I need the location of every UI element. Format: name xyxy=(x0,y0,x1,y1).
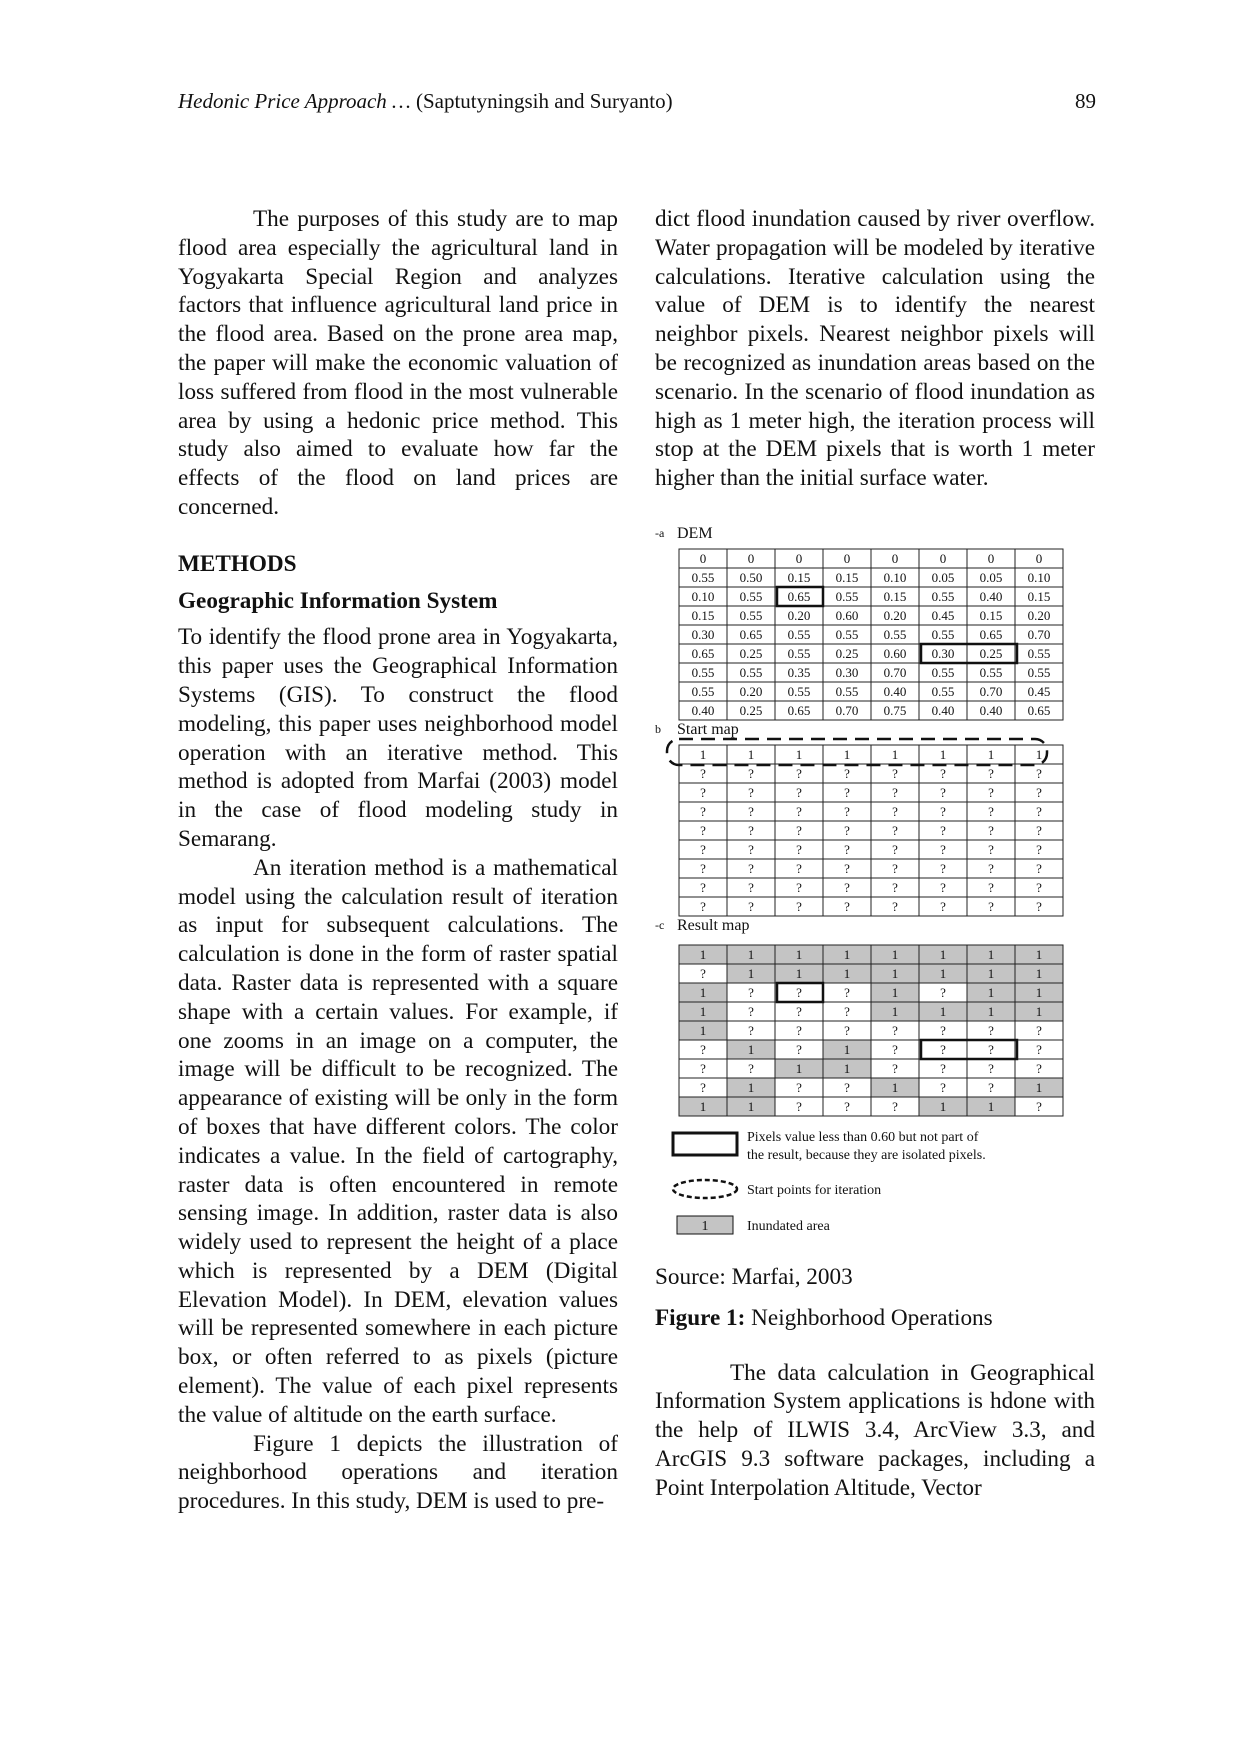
legend-isolated-line2: the result, because they are isolated pixels. xyxy=(747,1147,986,1163)
dem-cell-value: 0.35 xyxy=(787,664,811,680)
start-map-cell-value: ? xyxy=(844,765,850,781)
running-title: Hedonic Price Approach … xyxy=(178,89,411,113)
start-map-cell-value: ? xyxy=(988,822,994,838)
start-map-cell-value: ? xyxy=(988,784,994,800)
dem-cell-value: 0.15 xyxy=(835,569,859,585)
result-map-cell-value: 1 xyxy=(747,946,755,962)
start-map-cell-value: ? xyxy=(892,841,898,857)
start-map-cell-value: ? xyxy=(796,822,802,838)
result-map-cell-value: 1 xyxy=(843,1060,851,1076)
dem-cell-value: 0.05 xyxy=(931,569,955,585)
dem-cell-value: 0 xyxy=(843,550,851,566)
dem-cell-value: 0.60 xyxy=(883,645,907,661)
result-map-cell-value: ? xyxy=(892,1060,898,1076)
start-map-cell-value: ? xyxy=(748,784,754,800)
result-map-cell-value: 1 xyxy=(747,1041,755,1057)
start-map-cell-value: ? xyxy=(892,879,898,895)
dem-cell-value: 0.75 xyxy=(883,702,907,718)
result-map-cell-value: 1 xyxy=(987,1098,995,1114)
legend-dashed-symbol xyxy=(673,1180,737,1198)
result-map-cell-value: ? xyxy=(748,1003,754,1019)
start-map-cell-value: ? xyxy=(1036,879,1042,895)
dem-cell-value: 0.55 xyxy=(1027,645,1051,661)
result-map-cell-value: 1 xyxy=(987,965,995,981)
software-paragraph: The data calculation in Geographical Information System applications is hdone with the help of ILWIS 3.4, ArcView 3.3, and ArcGIS 9.3 software packages, including a Point Interpolation Altitude, Vector xyxy=(655,1359,1095,1501)
dem-cell-value: 0.55 xyxy=(787,683,811,699)
start-map-grid xyxy=(679,745,1063,916)
result-map-cell-value: ? xyxy=(844,1022,850,1038)
start-map-cell-value: ? xyxy=(892,822,898,838)
result-map-cell-value: 1 xyxy=(987,984,995,1000)
start-map-cell-value: ? xyxy=(748,822,754,838)
result-map-cell-value: ? xyxy=(1036,1041,1042,1057)
result-map-cell-value: ? xyxy=(988,1041,994,1057)
dem-cell-value: 0.65 xyxy=(787,702,811,718)
start-map-cell-value: ? xyxy=(892,784,898,800)
result-map-cell-value: ? xyxy=(892,1022,898,1038)
start-map-cell-value: ? xyxy=(940,841,946,857)
result-map-cell-value: ? xyxy=(1036,1022,1042,1038)
legend-inundated-text: Inundated area xyxy=(747,1218,830,1234)
dem-cell-value: 0.15 xyxy=(691,607,715,623)
dem-cell-value: 0.55 xyxy=(691,683,715,699)
result-map-cell-value: ? xyxy=(748,984,754,1000)
result-map-cell-value: ? xyxy=(892,1041,898,1057)
result-map-cell-value: 1 xyxy=(843,1041,851,1057)
dem-cell-value: 0.40 xyxy=(931,702,955,718)
methods-heading: METHODS xyxy=(178,550,297,577)
result-map-cell-value: ? xyxy=(844,1003,850,1019)
result-map-cell-value: 1 xyxy=(699,1003,707,1019)
result-map-cell-value: 1 xyxy=(795,1060,803,1076)
dem-cell-value: 0.50 xyxy=(739,569,763,585)
result-map-cell-value: ? xyxy=(700,1060,706,1076)
dem-cell-value: 0.10 xyxy=(1027,569,1051,585)
dem-cell-value: 0.40 xyxy=(979,588,1003,604)
start-map-cell-value: ? xyxy=(844,803,850,819)
dem-cell-value: 0.30 xyxy=(931,645,955,661)
panel-c-prefix: -c xyxy=(655,917,665,932)
dem-cell-value: 0.40 xyxy=(883,683,907,699)
gis-heading: Geographic Information System xyxy=(178,587,498,614)
result-map-cell-value: 1 xyxy=(795,946,803,962)
start-map-cell-value: 1 xyxy=(699,746,707,762)
dem-cell-value: 0.30 xyxy=(835,664,859,680)
start-map-cell-value: ? xyxy=(844,841,850,857)
start-map-cell-value: ? xyxy=(988,803,994,819)
result-map-cell-value: ? xyxy=(988,1079,994,1095)
legend-dashed-text: Start points for iteration xyxy=(747,1182,882,1198)
dem-cell-value: 0.70 xyxy=(979,683,1003,699)
panel-b-title: Start map xyxy=(677,720,739,738)
dem-cell-value: 0 xyxy=(747,550,755,566)
start-map-cell-value: ? xyxy=(844,879,850,895)
start-map-cell-value: ? xyxy=(700,765,706,781)
dem-cell-value: 0.55 xyxy=(691,569,715,585)
dem-cell-value: 0.45 xyxy=(1027,683,1051,699)
start-map-cell-value: ? xyxy=(796,841,802,857)
panel-a-title: DEM xyxy=(677,524,713,542)
panel-b-prefix: b xyxy=(655,721,661,736)
dem-cell-value: 0.60 xyxy=(835,607,859,623)
start-map-cell-value: ? xyxy=(748,898,754,914)
iteration-paragraph: An iteration method is a mathematical model using the calculation result of iteration as input for subsequent calculations. The calculation is done in the form of raster spatial data. Raster data is represented with a square shape with a certain values. For example, if one zooms in an image on a computer, the image will be difficult to be recognized. The appearance of existing will be only in the form of boxes that have different colors. The color indicates a value. In the field of cartography, raster data is often encountered in remote sensing image. In addition, raster data is also widely used to represent the height of a place which is represented by a DEM (Digital Elevation Model). In DEM, elevation values will be represented somewhere in each picture box, or often referred to as pixels (picture element). The value of each pixel represents the value of altitude on the earth surface. xyxy=(178,854,618,1428)
start-map-cell-value: ? xyxy=(940,879,946,895)
running-authors: (Saptutyningsih and Suryanto) xyxy=(415,89,673,113)
result-map-cell-value: ? xyxy=(1036,1098,1042,1114)
start-map-cell-value: ? xyxy=(1036,841,1042,857)
left-column xyxy=(178,205,618,1516)
result-map-cell-value: ? xyxy=(988,1060,994,1076)
result-map-cell-value: 1 xyxy=(747,1079,755,1095)
start-map-cell-value: ? xyxy=(796,784,802,800)
start-map-cell-value: ? xyxy=(700,803,706,819)
dem-cell-value: 0.20 xyxy=(883,607,907,623)
legend-isolated-line1: Pixels value less than 0.60 but not part of xyxy=(747,1129,979,1145)
dem-grid xyxy=(679,549,1063,720)
dem-cell-value: 0.65 xyxy=(739,626,763,642)
figure-source: Source: Marfai, 2003 xyxy=(655,1263,853,1290)
dem-cell-value: 0.10 xyxy=(883,569,907,585)
start-map-cell-value: ? xyxy=(748,765,754,781)
start-map-cell-value: 1 xyxy=(1035,746,1043,762)
figure-caption-text: Neighborhood Operations xyxy=(745,1304,993,1331)
start-map-cell-value: ? xyxy=(700,879,706,895)
dem-cell-value: 0.55 xyxy=(739,607,763,623)
result-map-cell-value: ? xyxy=(988,1022,994,1038)
result-map-cell-value: 1 xyxy=(699,946,707,962)
result-map-cell-value: ? xyxy=(748,1060,754,1076)
dem-cell-value: 0.55 xyxy=(883,626,907,642)
result-map-cell-value: ? xyxy=(796,1041,802,1057)
start-map-cell-value: ? xyxy=(940,765,946,781)
result-map-cell-value: ? xyxy=(940,1022,946,1038)
dem-cell-value: 0.55 xyxy=(979,664,1003,680)
dem-cell-value: 0.65 xyxy=(1027,702,1051,718)
result-map-cell-value: ? xyxy=(796,984,802,1000)
start-map-cell-value: ? xyxy=(940,860,946,876)
dem-cell-value: 0.55 xyxy=(739,664,763,680)
panel-c-title: Result map xyxy=(677,916,750,934)
start-map-cell-value: ? xyxy=(748,860,754,876)
running-header xyxy=(178,88,1096,114)
start-map-cell-value: ? xyxy=(940,898,946,914)
result-map-cell-value: 1 xyxy=(891,984,899,1000)
start-map-cell-value: ? xyxy=(988,879,994,895)
dem-cell-value: 0 xyxy=(939,550,947,566)
result-map-cell-value: 1 xyxy=(1035,946,1043,962)
result-map-cell-value: 1 xyxy=(939,965,947,981)
result-map-cell-value: 1 xyxy=(747,1098,755,1114)
start-map-cell-value: 1 xyxy=(795,746,803,762)
dem-cell-value: 0.30 xyxy=(691,626,715,642)
result-map-cell-value: 1 xyxy=(891,1079,899,1095)
start-map-cell-value: ? xyxy=(796,860,802,876)
dem-cell-value: 0.25 xyxy=(739,645,763,661)
result-map-cell-value: 1 xyxy=(987,946,995,962)
start-map-cell-value: ? xyxy=(796,765,802,781)
dem-cell-value: 0.40 xyxy=(979,702,1003,718)
dem-cell-value: 0.15 xyxy=(787,569,811,585)
start-map-cell-value: 1 xyxy=(843,746,851,762)
intro-paragraph: The purposes of this study are to map flood area especially the agricultural land in Yogyakarta Special Region and analyzes factors that influence agricultural land price in the flood area. Based on the prone area map, the paper will make the economic valuation of loss suffered from flood in the most vulnerable area by using a hedonic price method. This study also aimed to evaluate how far the effects of the flood on land prices are concerned. xyxy=(178,206,618,520)
start-map-cell-value: ? xyxy=(940,784,946,800)
dem-cell-value: 0.40 xyxy=(691,702,715,718)
result-map-cell-value: ? xyxy=(700,1079,706,1095)
result-map-cell-value: 1 xyxy=(843,965,851,981)
dem-cell-value: 0.55 xyxy=(931,683,955,699)
result-map-cell-value: 1 xyxy=(939,1003,947,1019)
result-map-cell-value: 1 xyxy=(939,1098,947,1114)
dem-cell-value: 0 xyxy=(795,550,803,566)
result-map-cell-value: 1 xyxy=(891,1003,899,1019)
result-map-cell-value: 1 xyxy=(891,965,899,981)
dem-cell-value: 0.55 xyxy=(931,588,955,604)
result-map-cell-value: ? xyxy=(940,1041,946,1057)
gis-paragraph: To identify the flood prone area in Yogyakarta, this paper uses the Geographical Information Systems (GIS). To construct the flood modeling, this paper uses neighborhood model operation with an iterative method. This method is adopted from Marfai (2003) model in the case of flood modeling study in Semarang. xyxy=(178,624,618,852)
dem-cell-value: 0.65 xyxy=(691,645,715,661)
result-map-cell-value: ? xyxy=(748,1022,754,1038)
result-map-cell-value: ? xyxy=(796,1079,802,1095)
start-map-cell-value: ? xyxy=(892,765,898,781)
start-map-cell-value: ? xyxy=(748,803,754,819)
start-map-cell-value: ? xyxy=(844,784,850,800)
start-map-cell-value: ? xyxy=(700,784,706,800)
dem-cell-value: 0.55 xyxy=(931,626,955,642)
result-map-cell-value: 1 xyxy=(1035,984,1043,1000)
dem-cell-value: 0.55 xyxy=(931,664,955,680)
result-map-cell-value: ? xyxy=(1036,1060,1042,1076)
dem-cell-value: 0.65 xyxy=(979,626,1003,642)
continued-paragraph: dict flood inundation caused by river overflow. Water propagation will be modeled by iterative calculations. Iterative calculation using the value of DEM is to identify the nearest neighbor pixels. Nearest neighbor pixels will be recognized as inundation areas based on the scenario. In the scenario of flood inundation as high as 1 meter high, the iteration process will stop at the DEM pixels that is worth 1 meter higher than the initial surface water. xyxy=(655,206,1095,492)
dem-cell-value: 0.20 xyxy=(1027,607,1051,623)
figure-1 xyxy=(655,523,1095,1253)
dem-cell-value: 0.15 xyxy=(883,588,907,604)
start-map-cell-value: ? xyxy=(748,879,754,895)
dem-cell-value: 0 xyxy=(987,550,995,566)
dem-cell-value: 0.70 xyxy=(883,664,907,680)
dem-cell-value: 0.20 xyxy=(739,683,763,699)
start-map-cell-value: ? xyxy=(796,879,802,895)
dem-cell-value: 0.55 xyxy=(835,588,859,604)
start-map-cell-value: 1 xyxy=(939,746,947,762)
start-map-cell-value: ? xyxy=(700,898,706,914)
start-map-cell-value: ? xyxy=(988,841,994,857)
result-map-cell-value: 1 xyxy=(891,946,899,962)
start-map-cell-value: ? xyxy=(940,822,946,838)
start-map-cell-value: ? xyxy=(1036,898,1042,914)
start-map-cell-value: ? xyxy=(700,841,706,857)
figure-caption xyxy=(655,1304,1095,1333)
dem-cell-value: 0.15 xyxy=(979,607,1003,623)
start-map-cell-value: 1 xyxy=(747,746,755,762)
figure-caption-label: Figure 1: xyxy=(655,1304,746,1331)
result-map-cell-value: ? xyxy=(940,1079,946,1095)
dem-cell-value: 0.55 xyxy=(739,588,763,604)
result-map-cell-value: 1 xyxy=(939,946,947,962)
dem-cell-value: 0.55 xyxy=(835,626,859,642)
dem-cell-value: 0.55 xyxy=(835,683,859,699)
start-map-cell-value: ? xyxy=(748,841,754,857)
start-map-cell-value: ? xyxy=(844,898,850,914)
dem-cell-value: 0.70 xyxy=(835,702,859,718)
start-map-cell-value: ? xyxy=(892,898,898,914)
dem-cell-value: 0.55 xyxy=(787,626,811,642)
start-map-cell-value: ? xyxy=(1036,803,1042,819)
result-map-cell-value: ? xyxy=(844,1098,850,1114)
dem-cell-value: 0 xyxy=(699,550,707,566)
start-map-cell-value: ? xyxy=(988,765,994,781)
page-number: 89 xyxy=(1075,89,1096,113)
start-map-cell-value: ? xyxy=(844,860,850,876)
result-map-grid xyxy=(679,945,1063,1116)
result-map-cell-value: ? xyxy=(940,1060,946,1076)
legend-isolated-box xyxy=(673,1133,737,1155)
start-map-cell-value: ? xyxy=(988,860,994,876)
start-map-cell-value: ? xyxy=(892,860,898,876)
right-column xyxy=(655,205,1095,1503)
start-map-cell-value: ? xyxy=(940,803,946,819)
dem-cell-value: 0.55 xyxy=(1027,664,1051,680)
dem-cell-value: 0.25 xyxy=(739,702,763,718)
start-map-cell-value: 1 xyxy=(891,746,899,762)
start-map-cell-value: ? xyxy=(844,822,850,838)
result-map-cell-value: 1 xyxy=(747,965,755,981)
start-map-cell-value: ? xyxy=(700,822,706,838)
result-map-cell-value: ? xyxy=(796,1098,802,1114)
dem-cell-value: 0.65 xyxy=(787,588,811,604)
start-map-cell-value: ? xyxy=(988,898,994,914)
start-map-cell-value: ? xyxy=(1036,765,1042,781)
dem-cell-value: 0.25 xyxy=(835,645,859,661)
dem-cell-value: 0.70 xyxy=(1027,626,1051,642)
result-map-cell-value: ? xyxy=(700,1041,706,1057)
result-map-cell-value: ? xyxy=(796,1022,802,1038)
result-map-cell-value: ? xyxy=(700,965,706,981)
dem-cell-value: 0 xyxy=(891,550,899,566)
result-map-cell-value: ? xyxy=(844,984,850,1000)
start-map-cell-value: ? xyxy=(700,860,706,876)
dem-cell-value: 0.55 xyxy=(691,664,715,680)
neighborhood-operations-figure xyxy=(655,523,1095,1253)
result-map-cell-value: ? xyxy=(940,984,946,1000)
start-map-cell-value: 1 xyxy=(987,746,995,762)
result-map-cell-value: ? xyxy=(844,1079,850,1095)
result-map-cell-value: ? xyxy=(796,1003,802,1019)
dem-cell-value: 0.05 xyxy=(979,569,1003,585)
dem-cell-value: 0.15 xyxy=(1027,588,1051,604)
start-map-cell-value: ? xyxy=(796,898,802,914)
panel-a-prefix: -a xyxy=(655,525,665,540)
dem-cell-value: 0.10 xyxy=(691,588,715,604)
legend-inundated-sample: 1 xyxy=(701,1218,709,1234)
dem-cell-value: 0.45 xyxy=(931,607,955,623)
dem-cell-value: 0 xyxy=(1035,550,1043,566)
start-map-cell-value: ? xyxy=(796,803,802,819)
result-map-cell-value: 1 xyxy=(1035,965,1043,981)
result-map-cell-value: 1 xyxy=(699,1098,707,1114)
start-map-cell-value: ? xyxy=(1036,822,1042,838)
start-map-cell-value: ? xyxy=(1036,860,1042,876)
result-map-cell-value: 1 xyxy=(699,984,707,1000)
result-map-cell-value: 1 xyxy=(1035,1003,1043,1019)
dem-cell-value: 0.20 xyxy=(787,607,811,623)
figure-reference-paragraph: Figure 1 depicts the illustration of neighborhood operations and iteration procedures. In this study, DEM is used to pre- xyxy=(178,1430,618,1515)
result-map-cell-value: 1 xyxy=(795,965,803,981)
start-map-cell-value: ? xyxy=(1036,784,1042,800)
result-map-cell-value: 1 xyxy=(1035,1079,1043,1095)
result-map-cell-value: 1 xyxy=(699,1022,707,1038)
dem-cell-value: 0.25 xyxy=(979,645,1003,661)
start-map-cell-value: ? xyxy=(892,803,898,819)
result-map-cell-value: 1 xyxy=(987,1003,995,1019)
result-map-cell-value: 1 xyxy=(843,946,851,962)
dem-cell-value: 0.55 xyxy=(787,645,811,661)
result-map-cell-value: ? xyxy=(892,1098,898,1114)
